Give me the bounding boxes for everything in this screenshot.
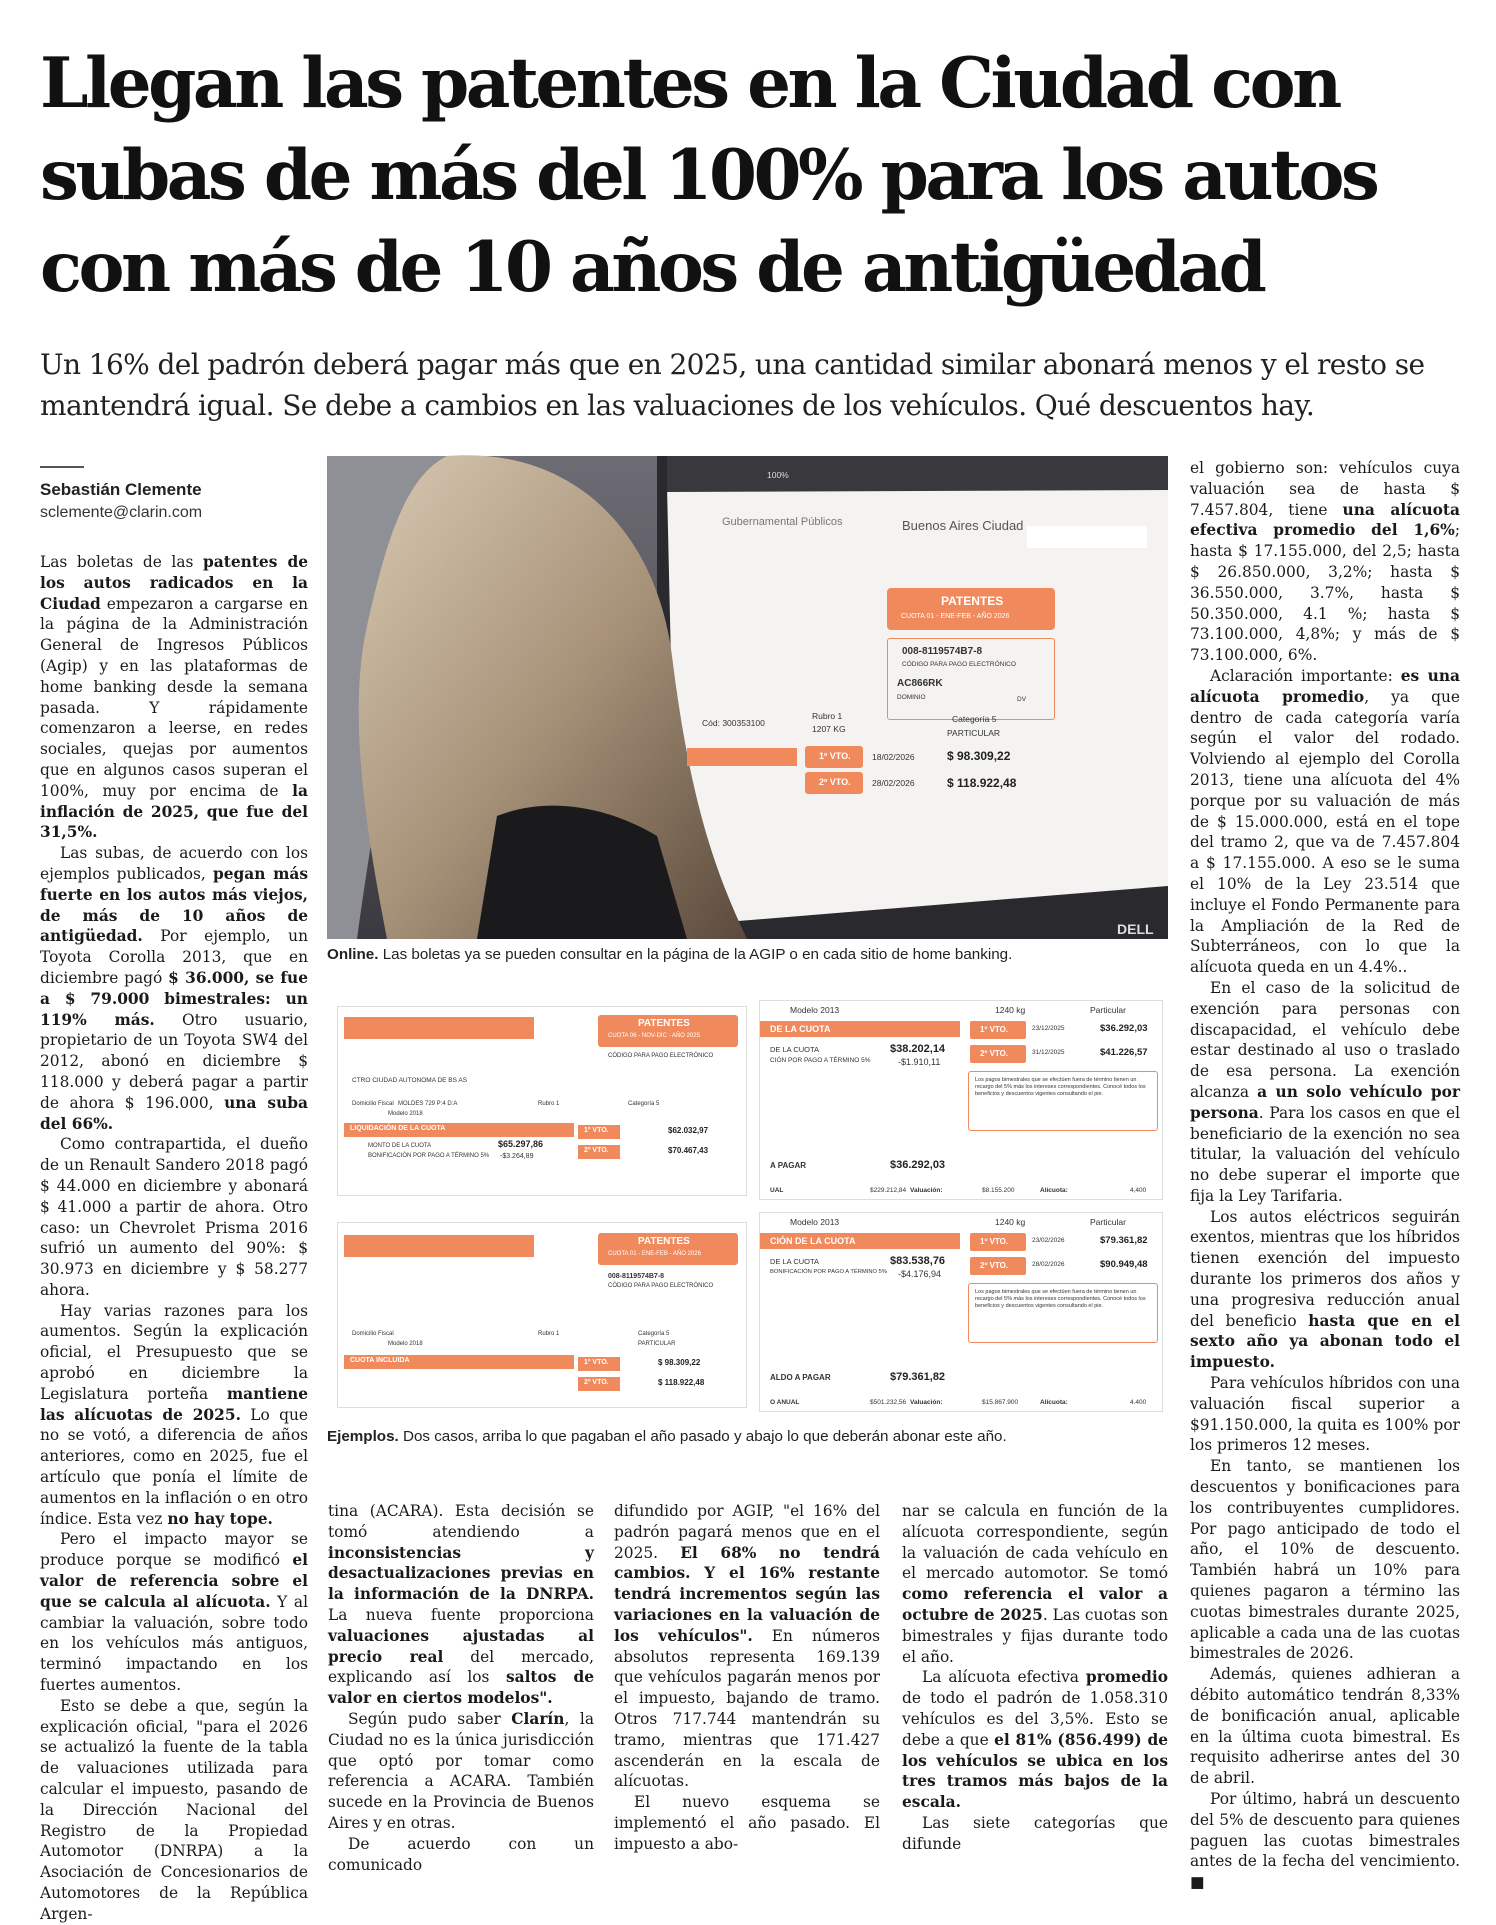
bill-vto1-amount: $36.292,03 bbox=[1100, 1023, 1148, 1034]
bill-model: Modelo 2013 bbox=[790, 1005, 840, 1015]
bill-alicuota: 4.400 bbox=[1130, 1399, 1147, 1406]
bill-header-bar bbox=[344, 1017, 534, 1039]
bill-vto1-amount: $62.032,97 bbox=[668, 1126, 709, 1135]
bill-weight: 1240 kg bbox=[995, 1005, 1026, 1015]
paragraph: El nuevo esquema se implementó el año pasado. El impuesto a abo- bbox=[614, 1793, 880, 1853]
paragraph: Los autos eléctricos seguirán exentos, mientras que los híbridos tienen exención del impuesto durante los primeros dos años y una progresiva reducción anual del beneficio hasta que en el sexto año ya abonan todo el impuesto. bbox=[1190, 1207, 1460, 1372]
bill-vto2-tag bbox=[578, 1145, 620, 1159]
paragraph: Aclaración importante: es una alícuota promedio, ya que dentro de cada categoría varía según el valor del rodado. Volviendo al ejemplo del Corolla 2013, tiene una alícuota del 4% porque por su valuación de más de $ 15.000.000, está en el tope del tramo 2, que va de 7.457.804 a $ 17.155.000. A eso se le suma el 10% de la Ley 23.514 que incluye el Fondo Permanente para la Ampliación de la Red de Subterráneos, con lo que la alícuota queda en un 4.4%.. bbox=[1190, 666, 1460, 977]
bill-vto2: 2º VTO. bbox=[980, 1261, 1009, 1270]
article-column-2 bbox=[328, 1501, 594, 1875]
bill-vto1-tag bbox=[970, 1021, 1026, 1039]
bill-code: 008-8119574B7-8 bbox=[608, 1273, 665, 1280]
bill-section: CIÓN DE LA CUOTA bbox=[770, 1236, 856, 1246]
bill-model: Modelo 2013 bbox=[790, 1217, 840, 1227]
bill-domicile: Domicilio Fiscal bbox=[352, 1331, 394, 1337]
photo-woman-at-monitor bbox=[327, 456, 1168, 939]
bill-code-label: CÓDIGO PARA PAGO ELECTRÓNICO bbox=[608, 1053, 714, 1059]
bill-section: LIQUIDACIÓN DE LA CUOTA bbox=[350, 1125, 446, 1132]
examples-caption bbox=[327, 1428, 1007, 1445]
bill-bonif: -$3.264,89 bbox=[500, 1153, 534, 1160]
bill-category: Categoría 5 bbox=[638, 1331, 670, 1337]
monitor-brand-text: DELL bbox=[1117, 921, 1154, 937]
caption-text: Dos casos, arriba lo que pagaban el año pasado y abajo lo que deberán abonar este año. bbox=[398, 1428, 1007, 1445]
bill-valuacion-label: Valuación: bbox=[910, 1187, 943, 1194]
screen-vto1-tag bbox=[805, 746, 863, 768]
screen-vto2-amount: $ 118.922,48 bbox=[947, 776, 1017, 790]
bill-vto2-tag bbox=[970, 1045, 1026, 1063]
paragraph: Pero el impacto mayor se produce porque se modificó el valor de referencia sobre el que se calcula al alícuota. Y al cambiar la valuación, sobre todo en los vehículos más antiguos, terminó impactando en los fuertes aumentos. bbox=[40, 1530, 308, 1695]
bill-rubro: Rubro 1 bbox=[538, 1101, 560, 1107]
bill-monto-label: MONTO DE LA CUOTA bbox=[368, 1143, 432, 1149]
bill-category-type: PARTICULAR bbox=[638, 1341, 676, 1347]
screen-category-type: PARTICULAR bbox=[947, 728, 1001, 738]
subheadline: Un 16% del padrón deberá pagar más que en 2025, una cantidad similar abonará menos y el resto se mantendrá igual. Se debe a cambios en las valuaciones de los vehículos. Qué descuentos hay. bbox=[40, 348, 1425, 422]
paragraph: Las subas, de acuerdo con los ejemplos publicados, pegan más fuerte en los autos más viejos, de más de 10 años de antigüedad. Por ejemplo, un Toyota Corolla 2013, que en diciembre pagó $ 36.000, se fue a $ 79.000 bimestrales: un 119% más. Otro usuario, propietario de un Toyota SW4 del 2012, abonó en diciembre $ 118.000 y deberá pagar a partir de ahora $ 196.000, una suba del 66%. bbox=[40, 844, 309, 1133]
bill-header-bar bbox=[344, 1235, 534, 1257]
screen-cod: Cód: 300353100 bbox=[702, 718, 765, 728]
screen-orange-strip bbox=[687, 748, 797, 766]
screen-vto2-label: 2º VTO. bbox=[819, 777, 851, 787]
bill-period: CUOTA 06 - NOV-DIC - AÑO 2025 bbox=[608, 1033, 700, 1039]
bill-alicuota: 4,400 bbox=[1130, 1187, 1147, 1194]
screen-dv-label: DV bbox=[1017, 696, 1027, 703]
screen-payment-code: 008-8119574B7-8 bbox=[902, 646, 983, 657]
bill-anual-label: UAL bbox=[770, 1187, 784, 1194]
examples-figure bbox=[327, 996, 1168, 1422]
paragraph: Hay varias razones para los aumentos. Según la explicación oficial, el Presupuesto que se aprobó en diciembre la Legislatura porteña mantiene las alícuotas de 2025. Lo que no se votó, a diferencia de años anteriores, como en 2025, fue el artículo que ponía el límite de aumentos en la inflación o en otro índice. Esta vez no hay tope. bbox=[40, 1301, 308, 1528]
byline-rule bbox=[40, 466, 84, 468]
screen-vto1-date: 18/02/2026 bbox=[872, 752, 915, 762]
bill-section-bar bbox=[760, 1021, 960, 1037]
bill-valuacion: $15.867.900 bbox=[982, 1399, 1019, 1406]
bill-vto1-amount: $ 98.309,22 bbox=[658, 1358, 701, 1367]
bill-section: CUOTA INCLUIDA bbox=[350, 1357, 410, 1364]
paragraph: Por último, habrá un descuento del 5% de descuento para quienes paguen las cuotas bimestrales antes de la fecha del vencimiento. ■ bbox=[1190, 1790, 1460, 1892]
bill-vto1: 1º VTO. bbox=[980, 1237, 1009, 1246]
bill-category: Categoría 5 bbox=[628, 1101, 660, 1107]
bill-vto1-tag bbox=[578, 1125, 620, 1139]
bill-monto: $65.297,86 bbox=[498, 1139, 544, 1149]
bill-model: Modelo 2018 bbox=[388, 1111, 423, 1117]
bill-pagar-label: A PAGAR bbox=[770, 1161, 806, 1170]
bill-vto2-tag bbox=[970, 1257, 1026, 1275]
article-column-1 bbox=[40, 552, 308, 1925]
bill-monto-label: DE LA CUOTA bbox=[770, 1045, 820, 1054]
bill-vto1: 1º VTO. bbox=[584, 1359, 609, 1366]
bill-vto2-amount: $70.467,43 bbox=[668, 1146, 709, 1155]
article-column-4 bbox=[902, 1501, 1168, 1855]
article-column-3 bbox=[614, 1501, 880, 1855]
bill-pagar: $79.361,82 bbox=[890, 1371, 946, 1383]
bill-vto1-date: 23/02/2026 bbox=[1032, 1237, 1065, 1244]
paragraph: difundido por AGIP, "el 16% del padrón pagará menos que en el 2025. El 68% no tendrá cambios. Y el 16% restante tendrá incrementos según las variaciones en la valuación de los vehículos". En números absolutos representa 169.139 que vehículos pagarán menos por el impuesto, bajando de tramo. Otros 717.744 mantendrán su tramo, mientras que 171.427 ascenderán en la escala de alícuotas. bbox=[614, 1502, 881, 1791]
caption-text: Las boletas ya se pueden consultar en la página de la AGIP o en cada sitio de home banking. bbox=[378, 946, 1013, 963]
bill-vto2-amount: $41.226,57 bbox=[1100, 1047, 1148, 1058]
bill-vto2-amount: $ 118.922,48 bbox=[658, 1378, 705, 1387]
screen-vto2-tag bbox=[805, 772, 863, 794]
paragraph: Esto se debe a que, según la explicación oficial, "para el 2026 se actualizó la fuente de la tabla de valuaciones utilizada para calcular el impuesto, pasando de la Dirección Nacional del Registro de la Propiedad Automotor (DNRPA) a la Asociación de Concesionarios de Automotores de la República Argen- bbox=[40, 1696, 308, 1923]
screen-vto1-amount: $ 98.309,22 bbox=[947, 749, 1011, 763]
bill-period: CUOTA 01 - ENE-FEB - AÑO 2026 bbox=[608, 1251, 701, 1257]
bill-2026-bottom-left bbox=[337, 1222, 747, 1408]
caption-lead: Online. bbox=[327, 946, 379, 963]
screen-vto1-label: 1º VTO. bbox=[819, 751, 851, 761]
bill-vto1-date: 23/12/2025 bbox=[1032, 1025, 1065, 1032]
screen-patentes-box bbox=[887, 588, 1055, 630]
bill-category: Particular bbox=[1090, 1217, 1126, 1227]
bill-note: Los pagos bimestrales que se efectúen fuera de término tienen un recargo del 5% más los intereses correspondientes. Conocé todos los beneficios y descuentos vigentes consultando el pie. bbox=[975, 1289, 1146, 1309]
bill-2026-bottom-right bbox=[759, 1212, 1163, 1412]
bill-pagar-label: ALDO A PAGAR bbox=[770, 1373, 831, 1382]
paragraph: Según pudo saber Clarín, la Ciudad no es la única jurisdicción que optó por tomar como referencia a ACARA. También sucede en la Provincia de Buenos Aires y en otras. bbox=[328, 1709, 595, 1832]
paragraph: En tanto, se mantienen los descuentos y bonificaciones para los contribuyentes cumplidores. Por pago anticipado de todo el año, el 10% de descuento. También habrá un 10% para quienes pagaron a término las cuotas bimestrales durante 2025, aplicable a cada una de las cuotas bimestrales de 2026. bbox=[1190, 1457, 1460, 1663]
byline-email: sclemente@clarin.com bbox=[40, 504, 203, 521]
paragraph: Las boletas de las patentes de los autos radicados en la Ciudad empezaron a cargarse en la página de la Administración General de Ingresos Públicos (Agip) y en las plataformas de home banking desde la semana pasada. Y rápidamente comenzaron a leerse, en redes sociales, quejas por aumentos que en algunos casos superan el 100%, muy por encima de la inflación de 2025, que fue del 31,5%. bbox=[40, 553, 308, 842]
bill-pagar: $36.292,03 bbox=[890, 1159, 946, 1171]
screen-vto2-date: 28/02/2026 bbox=[872, 778, 915, 788]
bill-monto: $83.538,76 bbox=[890, 1255, 946, 1267]
paragraph: el gobierno son: vehículos cuya valuación sea de hasta $ 7.457.804, tiene una alícuota efectiva promedio del 1,6%; hasta $ 17.155.000, del 2,5; hasta $ 26.850.000, 3,2%; hasta $ 36.550.000, 3.7%, hasta $ 50.350.000, 4.1 %; hasta $ 73.100.000, 4,8%; y más de $ 73.100.000, 6%. bbox=[1190, 459, 1460, 665]
bill-rubro: Rubro 1 bbox=[538, 1331, 560, 1337]
bill-bonif-label: BONIFICACIÓN POR PAGO A TÉRMINO 5% bbox=[368, 1153, 490, 1159]
screen-rubro: Rubro 1 bbox=[812, 711, 843, 721]
bill-vto1-amount: $79.361,82 bbox=[1100, 1235, 1148, 1246]
paragraph: En el caso de la solicitud de exención para personas con discapacidad, el vehículo debe estar destinado al uso o traslado de esa persona. La exención alcanza a un solo vehículo por persona. Para los casos en que el beneficiario de la exención no sea titular, la valuación del vehículo no debe superar el importe que fija la Ley Tarifaria. bbox=[1190, 978, 1460, 1205]
bill-tax: PATENTES bbox=[638, 1018, 690, 1029]
paragraph: Las siete categorías que difunde bbox=[902, 1813, 1168, 1853]
bill-company: MOLDES 729 P:4 D:A bbox=[398, 1101, 458, 1107]
bill-model: Modelo 2018 bbox=[388, 1341, 423, 1347]
paragraph: Además, quienes adhieran a débito automático tendrán 8,33% de bonificación anual, aplicable en la última cuota bimestral. Es requisito adherirse antes del 30 de abril. bbox=[1190, 1665, 1460, 1788]
bill-bonif: -$4.176,94 bbox=[898, 1269, 942, 1279]
bill-vto2: 2º VTO. bbox=[980, 1049, 1009, 1058]
bill-bonif: -$1.910,11 bbox=[898, 1057, 941, 1067]
bill-weight: 1240 kg bbox=[995, 1217, 1026, 1227]
bill-vto1: 1º VTO. bbox=[980, 1025, 1009, 1034]
bill-vto2: 2º VTO. bbox=[584, 1379, 609, 1386]
screen-weight: 1207 KG bbox=[812, 724, 846, 734]
bill-2025-top-right bbox=[759, 1000, 1163, 1200]
screen-period: CUOTA 01 - ENE-FEB - AÑO 2026 bbox=[901, 613, 1010, 620]
article-column-5 bbox=[1190, 458, 1460, 1893]
screen-category: Categoría 5 bbox=[952, 714, 997, 724]
bill-vto2-tag bbox=[578, 1377, 620, 1391]
bill-alicuota-label: Alícuota: bbox=[1040, 1187, 1068, 1194]
bill-anual-label: O ANUAL bbox=[770, 1399, 800, 1406]
bill-code-label: CÓDIGO PARA PAGO ELECTRÓNICO bbox=[608, 1283, 714, 1289]
paragraph: nar se calcula en función de la alícuota correspondiente, según la valuación de cada vehículo en el mercado automotor. Se tomó como referencia el valor a octubre de 2025. Las cuotas son bimestrales y fijas durante todo el año. bbox=[902, 1502, 1169, 1666]
zoom-readout: 100% bbox=[767, 470, 789, 480]
bill-vto2-date: 31/12/2025 bbox=[1032, 1049, 1065, 1056]
bill-anual: $229.212,84 bbox=[870, 1187, 907, 1194]
bill-valuacion-label: Valuación: bbox=[910, 1399, 943, 1406]
paragraph: Como contrapartida, el dueño de un Renault Sandero 2018 pagó $ 44.000 en diciembre y abonará $ 41.000 a partir de ahora. Otro caso: un Chevrolet Prisma 2016 sufrió un aumento del 90%: $ 30.973 en diciembre y $ 58.277 ahora. bbox=[40, 1135, 308, 1299]
paragraph: Para vehículos híbridos con una valuación fiscal superior a $91.150.000, la quita es 100% por los primeros 12 meses. bbox=[1190, 1374, 1460, 1455]
screen-domain: AC866RK bbox=[897, 678, 943, 689]
bill-note: Los pagos bimestrales que se efectúen fuera de término tienen un recargo del 5% más los intereses correspondientes. Conocé todos los beneficios y descuentos vigentes consultando el pie. bbox=[975, 1077, 1146, 1097]
bill-vto2: 2º VTO. bbox=[584, 1147, 609, 1154]
bill-monto: $38.202,14 bbox=[890, 1043, 946, 1055]
byline-author: Sebastián Clemente bbox=[40, 480, 202, 499]
screen-domain-label: DOMINIO bbox=[897, 694, 926, 701]
paragraph: tina (ACARA). Esta decisión se tomó atendiendo a inconsistencias y desactualizaciones previas en la información de la DNRPA. La nueva fuente proporciona valuaciones ajustadas al precio real del mercado, explicando así los saltos de valor en ciertos modelos". bbox=[328, 1502, 594, 1708]
caption-lead: Ejemplos. bbox=[327, 1428, 399, 1445]
bill-vto1: 1º VTO. bbox=[584, 1127, 609, 1134]
bill-section-bar bbox=[344, 1355, 574, 1369]
bill-section-bar bbox=[760, 1233, 960, 1249]
bill-alicuota-label: Alícuota: bbox=[1040, 1399, 1068, 1406]
bill-address: CTRO CIUDAD AUTONOMA DE BS AS bbox=[352, 1077, 468, 1084]
bill-domicile: Domicilio Fiscal bbox=[352, 1101, 394, 1107]
bill-vto1-tag bbox=[578, 1357, 620, 1371]
end-mark-icon: ■ bbox=[1190, 1873, 1205, 1892]
bill-monto-label: DE LA CUOTA bbox=[770, 1257, 820, 1266]
paragraph: La alícuota efectiva promedio de todo el padrón de 1.058.310 vehículos es del 3,5%. Esto se debe a que el 81% (856.499) de los vehículos se ubica en los tres tramos más bajos de la escala. bbox=[902, 1668, 1168, 1812]
bill-tax-box bbox=[598, 1233, 738, 1265]
bill-vto2-amount: $90.949,48 bbox=[1100, 1259, 1148, 1270]
bill-bonif-label: BONIFICACIÓN POR PAGO A TÉRMINO 5% bbox=[770, 1269, 888, 1275]
screen-agency: Gubernamental Públicos bbox=[722, 516, 843, 528]
screen-code-label: CÓDIGO PARA PAGO ELECTRÓNICO bbox=[902, 661, 1016, 668]
bill-section-bar bbox=[344, 1123, 574, 1137]
bill-valuacion: $8.155.200 bbox=[982, 1187, 1015, 1194]
screen-tax-label: PATENTES bbox=[941, 594, 1004, 608]
bill-anual: $501.232,56 bbox=[870, 1399, 907, 1406]
bill-tax: PATENTES bbox=[638, 1236, 690, 1247]
bill-vto1-tag bbox=[970, 1233, 1026, 1251]
photo-caption bbox=[327, 946, 1012, 963]
paragraph: De acuerdo con un comunicado bbox=[328, 1834, 594, 1874]
headline: Llegan las patentes en la Ciudad con subas de más del 100% para los autos con más de 10 años de antigüedad bbox=[40, 43, 1377, 308]
bill-category: Particular bbox=[1090, 1005, 1126, 1015]
bill-bonif-label: CIÓN POR PAGO A TÉRMINO 5% bbox=[770, 1057, 871, 1064]
bill-2025-top-left bbox=[337, 1006, 747, 1196]
bill-section: DE LA CUOTA bbox=[770, 1024, 831, 1034]
bill-tax-box bbox=[598, 1015, 738, 1047]
screen-brand: Buenos Aires Ciudad bbox=[902, 518, 1024, 533]
bill-vto2-date: 28/02/2026 bbox=[1032, 1261, 1065, 1268]
